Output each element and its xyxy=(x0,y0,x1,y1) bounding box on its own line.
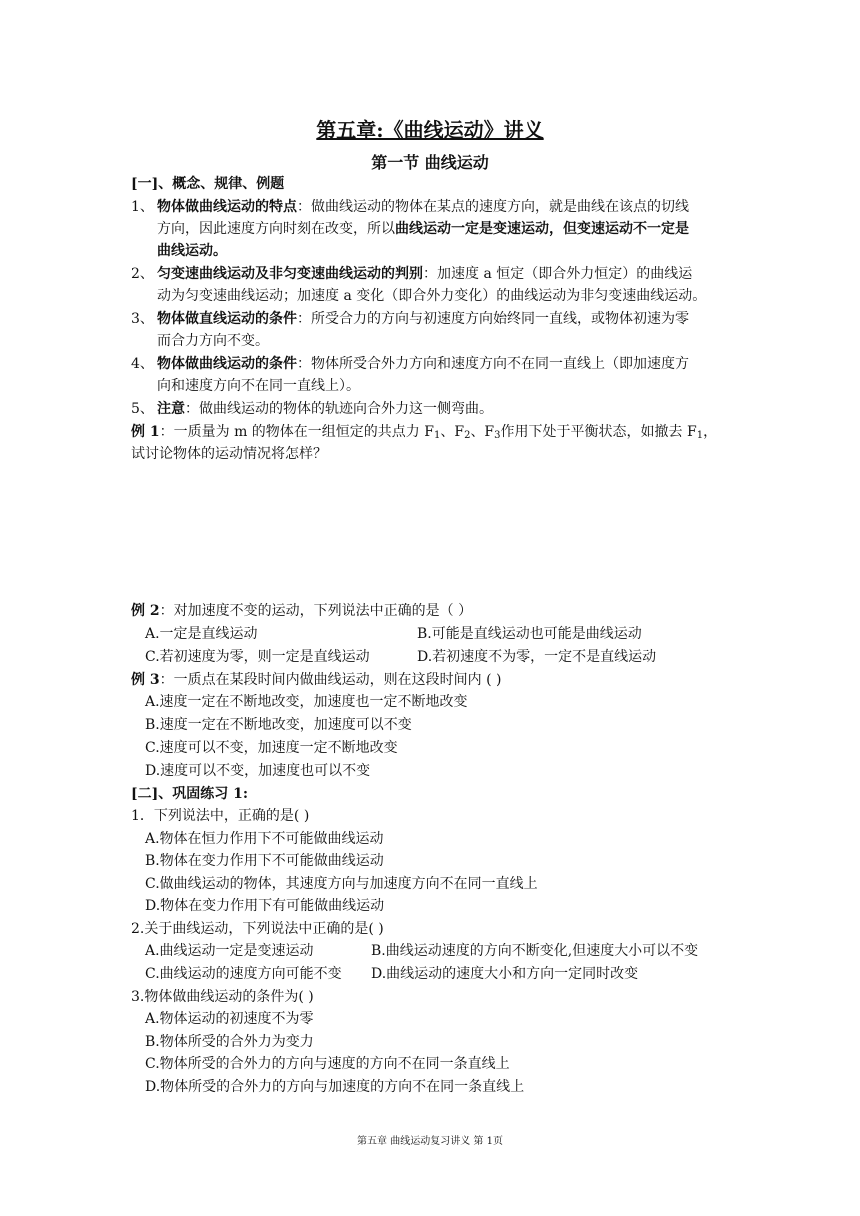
option-c: C.速度可以不变，加速度一定不断地改变 xyxy=(145,740,398,756)
item-text: 做曲线运动的物体在某点的速度方向，就是曲线在该点的切线 xyxy=(311,199,689,215)
option-d: D.速度可以不变，加速度也可以不变 xyxy=(145,763,371,779)
item-emphasis: 曲线运动一定是变速运动，但变速运动不一定是 xyxy=(395,221,689,237)
item-text: 方向，因此速度方向时刻在改变，所以 xyxy=(157,221,395,237)
option-d: D.曲线运动的速度大小和方向一定同时改变 xyxy=(371,966,639,982)
item-sep: ： xyxy=(297,199,311,215)
item-line xyxy=(157,398,493,420)
question-text: 1．下列说法中，正确的是( ) xyxy=(131,808,310,824)
example-text: ， xyxy=(703,424,718,440)
item-text: 加速度 a 恒定（即合外力恒定）的曲线运 xyxy=(437,266,693,282)
part1-heading: [一]、概念、规律、例题 xyxy=(131,176,285,192)
example-text: 、F xyxy=(440,424,465,440)
item-text: 所受合力的方向与初速度方向始终同一直线，或物体初速为零 xyxy=(311,311,689,327)
document-title: 第五章:《曲线运动》讲义 xyxy=(316,118,544,142)
option-d: D.物体所受的合外力的方向与加速度的方向不在同一条直线上 xyxy=(145,1079,525,1095)
item-line xyxy=(157,353,689,375)
question-text: 2.关于曲线运动，下列说法中正确的是( ) xyxy=(131,921,384,937)
item-label: 注意 xyxy=(157,401,185,417)
option-b: B.速度一定在不断地改变，加速度可以不变 xyxy=(145,717,412,733)
option-c: C.若初速度为零，则一定是直线运动 xyxy=(145,649,370,665)
part2-heading: [二]、巩固练习 1: xyxy=(131,786,249,802)
item-text: 物体所受合外力方向和速度方向不在同一直线上（即加速度方 xyxy=(311,356,689,372)
item-sep: ： xyxy=(423,266,437,282)
option-a: A.物体在恒力作用下不可能做曲线运动 xyxy=(145,831,384,847)
option-b: B.可能是直线运动也可能是曲线运动 xyxy=(417,626,642,642)
item-text: 而合力方向不变。 xyxy=(157,333,269,349)
option-b: B.物体在变力作用下不可能做曲线运动 xyxy=(145,853,384,869)
option-c: C.物体所受的合外力的方向与速度的方向不在同一条直线上 xyxy=(145,1056,510,1072)
item-label: 物体做曲线运动的条件 xyxy=(157,356,297,372)
subscript: 2 xyxy=(464,430,471,441)
option-b: B.物体所受的合外力为变力 xyxy=(145,1034,314,1050)
item-line xyxy=(157,196,689,218)
example-text: 作用下处于平衡状态，如撤去 F xyxy=(500,424,697,440)
example-text: 试讨论物体的运动情况将怎样？ xyxy=(131,446,327,462)
item-line xyxy=(157,218,689,240)
example-label: 例 3 xyxy=(131,672,160,688)
subscript: 3 xyxy=(494,430,501,441)
example-line xyxy=(131,600,472,622)
item-number: 2、 xyxy=(131,266,154,282)
page-footer: 第五章 曲线运动复习讲义 第 1页 xyxy=(357,1136,503,1147)
item-line xyxy=(157,308,689,330)
item-number: 4、 xyxy=(131,356,154,372)
item-sep: ： xyxy=(185,401,199,417)
section-title: 第一节 曲线运动 xyxy=(371,153,489,172)
option-a: A.物体运动的初速度不为零 xyxy=(145,1011,314,1027)
item-emphasis: 曲线运动。 xyxy=(157,243,227,259)
item-number: 5、 xyxy=(131,401,154,417)
question-text: 3.物体做曲线运动的条件为( ) xyxy=(131,989,314,1005)
item-number: 1、 xyxy=(131,199,154,215)
option-b: B.曲线运动速度的方向不断变化,但速度大小可以不变 xyxy=(371,943,699,959)
example-label: 例 2 xyxy=(131,603,160,619)
example-text: ：一质量为 m 的物体在一组恒定的共点力 F xyxy=(159,424,434,440)
option-a: A.速度一定在不断地改变，加速度也一定不断地改变 xyxy=(145,694,468,710)
example-label: 例 1 xyxy=(131,424,160,440)
item-label: 匀变速曲线运动及非匀变速曲线运动的判别 xyxy=(157,266,423,282)
option-c: C.曲线运动的速度方向可能不变 xyxy=(145,966,342,982)
example-question: ：对加速度不变的运动，下列说法中正确的是（ ） xyxy=(159,603,473,619)
example-line xyxy=(131,669,501,691)
item-sep: ： xyxy=(297,311,311,327)
item-text: 动为匀变速曲线运动；加速度 a 变化（即合外力变化）的曲线运动为非匀变速曲线运动。 xyxy=(157,288,707,304)
example-text: 、F xyxy=(470,424,495,440)
item-text: 做曲线运动的物体的轨迹向合外力这一侧弯曲。 xyxy=(199,401,493,417)
subscript: 1 xyxy=(696,430,704,441)
option-a: A.一定是直线运动 xyxy=(145,626,258,642)
item-label: 物体做直线运动的条件 xyxy=(157,311,297,327)
subscript: 1 xyxy=(433,430,441,441)
item-label: 物体做曲线运动的特点 xyxy=(157,199,297,215)
option-d: D.物体在变力作用下有可能做曲线运动 xyxy=(145,898,385,914)
item-number: 3、 xyxy=(131,311,154,327)
item-line xyxy=(157,263,692,285)
item-sep: ： xyxy=(297,356,311,372)
option-c: C.做曲线运动的物体，其速度方向与加速度方向不在同一直线上 xyxy=(145,876,538,892)
option-a: A.曲线运动一定是变速运动 xyxy=(145,943,314,959)
option-d: D.若初速度不为零，一定不是直线运动 xyxy=(417,649,657,665)
example-question: ：一质点在某段时间内做曲线运动，则在这段时间内 ( ) xyxy=(159,672,502,688)
item-text: 向和速度方向不在同一直线上）。 xyxy=(157,378,360,394)
